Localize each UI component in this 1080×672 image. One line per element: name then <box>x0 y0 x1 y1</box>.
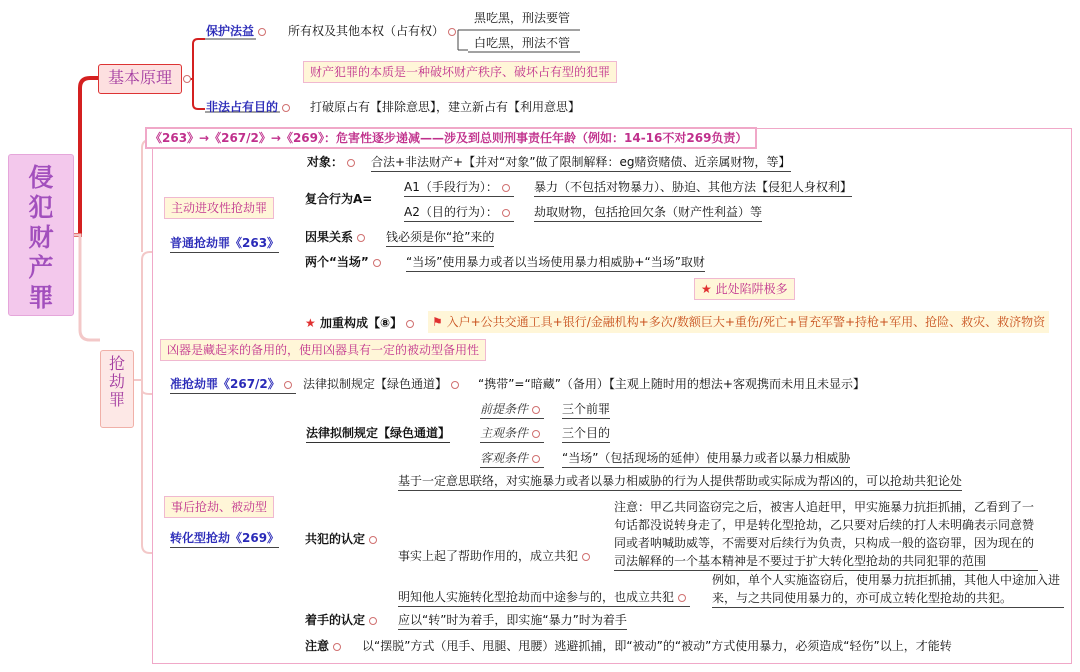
collapse-toggle-icon[interactable] <box>258 28 266 36</box>
onsite-label: 两个“当场” <box>305 253 385 271</box>
acc2-text: 事实上起了帮助作用的，成立共犯 <box>398 547 594 565</box>
protect-sub2: 白吃黑，刑法不管 <box>474 36 571 50</box>
common-robbery-label[interactable]: 普通抢劫罪《263》 <box>170 234 279 253</box>
compound-label: 复合行为A= <box>305 192 373 206</box>
purpose-item: 打破原占有【排除意思】，建立新占有【利用意思】 <box>310 100 581 114</box>
a1-text: 暴力（不包括对物暴力）、胁迫、其他方法【侵犯人身权利】 <box>534 178 852 197</box>
collapse-toggle-icon[interactable] <box>406 320 414 328</box>
start-text: 应以“转”时为着手，即实施“暴力”时为着手 <box>398 611 627 630</box>
object-text: 合法+非法财产+【并对“对象”做了限制解释：eg赌资赌债、近亲属财物，等】 <box>371 153 791 172</box>
collapse-toggle-icon[interactable] <box>582 553 590 561</box>
acc3-text: 明知他人实施转化型抢劫而中途参与的，也成立共犯 <box>398 588 690 607</box>
collapse-toggle-icon[interactable] <box>369 617 377 625</box>
a2-text: 劫取财物，包括抢回欠条（财产性利益）等 <box>534 203 762 222</box>
acc3-note: 例如，单个人实施盗窃后，使用暴力抗拒抓捕，其他人中途加入进来，与之共同使用暴力的，亦可成立转化型抢劫的共犯。 <box>712 571 1064 608</box>
caution-label: 注意 <box>305 637 345 655</box>
topic-robbery[interactable] <box>100 350 134 428</box>
acc2-note: 注意：甲乙共同盗窃完之后，被害人追赶甲，甲实施暴力抗拒抓捕，乙看到了一句话都没说转身走了，甲是转化型抢劫，乙只要对后续的打人未明确表示同意赞同或者呐喊助威等，不需要对后续行为负责，只构成一般的盗窃罪，因为现在的司法解释的一个基本精神是不要过于扩大转化型抢劫的共同犯罪的范围 <box>614 498 1038 571</box>
collapse-toggle-icon[interactable] <box>282 104 290 112</box>
star-icon: ★ <box>305 316 316 330</box>
quasi-robbery-label[interactable]: 准抢劫罪《267/2》 <box>170 375 296 394</box>
subj-label: 主观条件 <box>480 424 544 443</box>
trans-rule-label: 法律拟制规定【绿色通道】 <box>306 424 450 443</box>
collapse-toggle-icon[interactable] <box>451 381 459 389</box>
collapse-toggle-icon[interactable] <box>502 209 510 217</box>
common-note-callout: 主动进攻性抢劫罪 <box>164 197 274 219</box>
quasi-carry: “携带”=“暗藏”（备用）【主观上随时用的想法+客观携而未用且未显示】 <box>478 377 865 391</box>
trans-robbery-label[interactable]: 转化型抢劫《269》 <box>170 529 279 548</box>
collapse-toggle-icon[interactable] <box>284 381 292 389</box>
trans-note-callout: 事后抢劫、被动型 <box>164 496 274 518</box>
collapse-toggle-icon[interactable] <box>357 234 365 242</box>
start-label: 着手的认定 <box>305 611 381 629</box>
collapse-toggle-icon[interactable] <box>502 184 510 192</box>
collapse-toggle-icon[interactable] <box>448 28 456 36</box>
object-label: 对象： <box>307 153 359 171</box>
collapse-toggle-icon[interactable] <box>532 455 540 463</box>
basic-note-callout: 财产犯罪的本质是一种破坏财产秩序、破坏占有型的犯罪 <box>303 61 617 83</box>
causal-label: 因果关系 <box>305 228 369 246</box>
subj-text: 三个目的 <box>562 424 610 443</box>
agg-text: ⚑ 入户+公共交通工具+银行/金融机构+多次/数额巨大+重伤/死亡+冒充军警+持枪+军用、抢险、救灾、救济物资 <box>428 311 1049 333</box>
caution-text: 以“摆脱”方式（甩手、甩腿、甩腰）逃避抓捕，即“被动”的“被动”方式使用暴力，必须造成“轻伤”以上，才能转 <box>362 639 952 653</box>
collapse-toggle-icon[interactable] <box>333 643 341 651</box>
pre-text: 三个前罪 <box>562 400 610 419</box>
quasi-rule: 法律拟制规定【绿色通道】 <box>303 375 463 393</box>
root-title: 侵犯财产罪 <box>28 163 54 312</box>
topic-basic-principles[interactable] <box>98 64 182 94</box>
root-topic[interactable] <box>8 154 74 316</box>
obj-text: “当场”（包括现场的延伸）使用暴力或者以暴力相威胁 <box>562 449 850 468</box>
collapse-toggle-icon[interactable] <box>532 406 540 414</box>
collapse-toggle-icon[interactable] <box>373 259 381 267</box>
flag-icon: ⚑ <box>432 315 443 329</box>
protect-label: 保护法益 <box>206 22 270 40</box>
protect-sub1: 黑吃黑，刑法要管 <box>474 11 571 25</box>
trap-note-callout: ★ 此处陷阱极多 <box>694 278 795 300</box>
protect-item: 所有权及其他本权（占有权） <box>288 22 460 40</box>
onsite-text: “当场”使用暴力或者以当场使用暴力相威胁+“当场”取财 <box>406 253 705 272</box>
robbery-title: 抢劫罪 <box>108 354 125 409</box>
collapse-toggle-icon[interactable] <box>183 75 191 83</box>
quasi-note-callout: 凶器是藏起来的备用的，使用凶器具有一定的被动型备用性 <box>160 339 486 361</box>
collapse-toggle-icon[interactable] <box>347 159 355 167</box>
a1-label: A1（手段行为）： <box>404 178 514 197</box>
acc1-text: 基于一定意思联络，对实施暴力或者以暴力相威胁的行为人提供帮助或实际成为帮凶的，可以抢劫共犯论处 <box>398 472 962 491</box>
collapse-toggle-icon[interactable] <box>532 430 540 438</box>
robbery-header-text: 《263》→《267/2》→《269》：危害性逐步递减——涉及到总则刑事责任年龄（例如：14-16不对269负责） <box>150 131 748 145</box>
obj-label: 客观条件 <box>480 449 544 468</box>
collapse-toggle-icon[interactable] <box>369 536 377 544</box>
accomplice-label: 共犯的认定 <box>305 530 381 548</box>
basic-title: 基本原理 <box>107 68 172 87</box>
star-icon: ★ <box>701 282 712 296</box>
a2-label: A2（目的行为）： <box>404 203 514 222</box>
pre-label: 前提条件 <box>480 400 544 419</box>
purpose-label: 非法占有目的 <box>206 98 294 116</box>
collapse-toggle-icon[interactable] <box>678 594 686 602</box>
causal-text: 钱必须是你“抢”来的 <box>386 228 494 247</box>
agg-label: ★ 加重构成【⑧】 <box>305 314 418 332</box>
